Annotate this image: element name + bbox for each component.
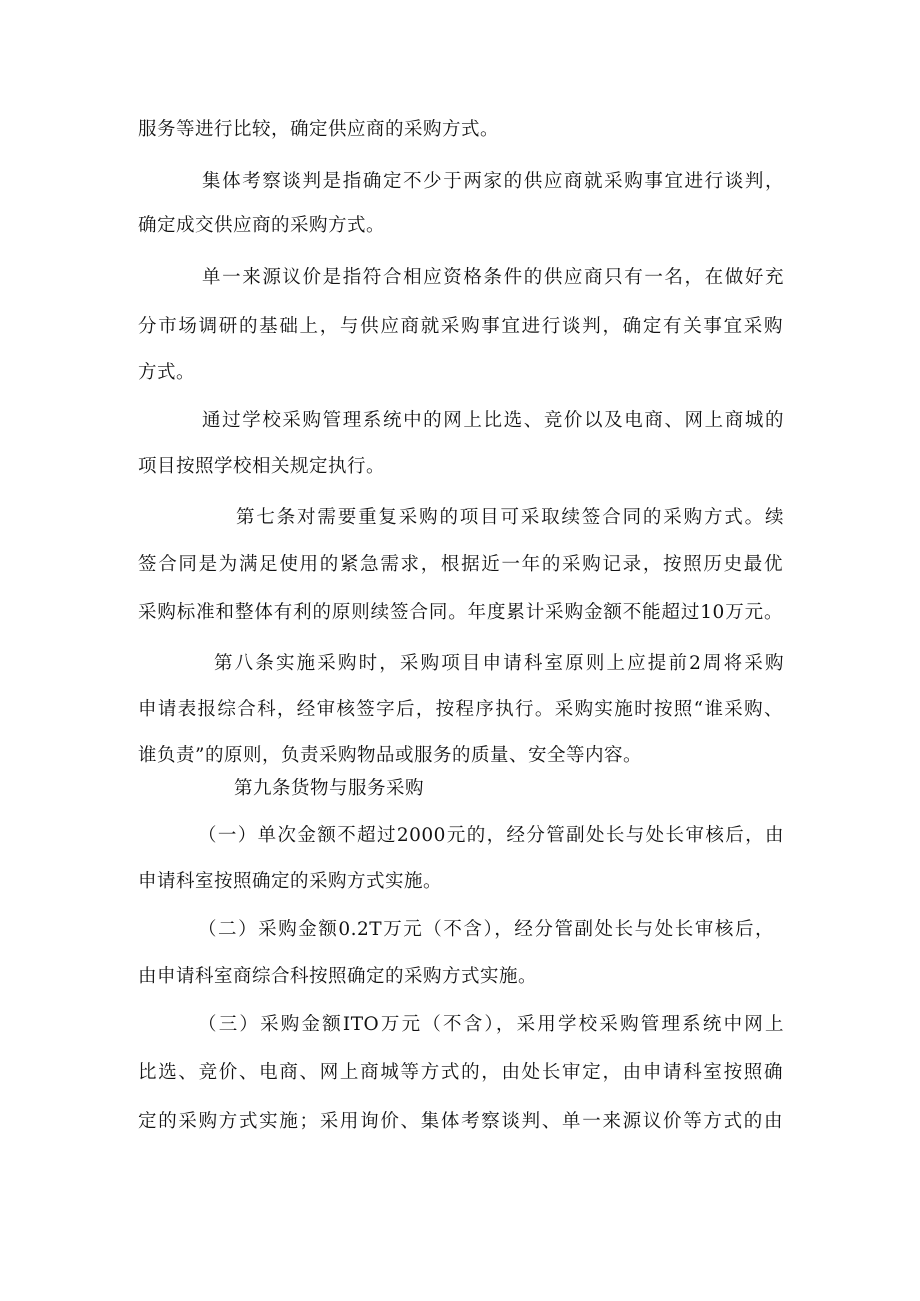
text-line: 采购标准和整体有利的原则续签合同。年度累计采购金额不能超过10万元。 — [138, 602, 783, 623]
text-line: 比选、竞价、电商、网上商城等方式的，由处长审定，由申请科室按照确 — [138, 1062, 783, 1083]
text-line: 分市场调研的基础上，与供应商就采购事宜进行谈判，确定有关事宜采购 — [138, 316, 783, 337]
text-line: 申请科室按照确定的采购方式实施。 — [138, 871, 443, 892]
text-line: 方式。 — [138, 362, 196, 383]
text-line: （二）采购金额0.2T万元（不含），经分管副处长与处长审核后， — [198, 919, 774, 940]
text-line: 由申请科室商综合科按照确定的采购方式实施。 — [138, 966, 538, 987]
text-line: 第七条对需要重复采购的项目可采取续签合同的采购方式。续 — [236, 507, 784, 528]
text-line: 单一来源议价是指符合相应资格条件的供应商只有一名，在做好充 — [202, 267, 784, 288]
text-line: 第八条实施采购时，采购项目申请科室原则上应提前2周将采购 — [214, 653, 784, 674]
text-line: 确定成交供应商的采购方式。 — [138, 215, 386, 236]
text-line: 第九条货物与服务采购 — [234, 778, 425, 799]
text-line: 服务等进行比较，确定供应商的采购方式。 — [138, 119, 500, 140]
text-line: 定的采购方式实施；采用询价、集体考察谈判、单一来源议价等方式的由 — [138, 1111, 783, 1132]
text-line: 通过学校采购管理系统中的网上比选、竞价以及电商、网上商城的 — [202, 410, 784, 431]
text-line: （一）单次金额不超过2000元的，经分管副处长与处长审核后，由 — [198, 825, 784, 846]
text-line: 申请表报综合科，经审核签字后，按程序执行。采购实施时按照“谁采购、 — [138, 699, 783, 720]
text-line: 签合同是为满足使用的紧急需求，根据近一年的采购记录，按照历史最优 — [138, 554, 783, 575]
text-line: 集体考察谈判是指确定不少于两家的供应商就采购事宜进行谈判， — [202, 171, 784, 192]
text-line: 谁负责”的原则，负责采购物品或服务的质量、安全等内容。 — [138, 745, 642, 766]
text-line: 项目按照学校相关规定执行。 — [138, 456, 386, 477]
text-line: （三）采购金额ITO万元（不含），采用学校采购管理系统中网上 — [198, 1014, 784, 1035]
